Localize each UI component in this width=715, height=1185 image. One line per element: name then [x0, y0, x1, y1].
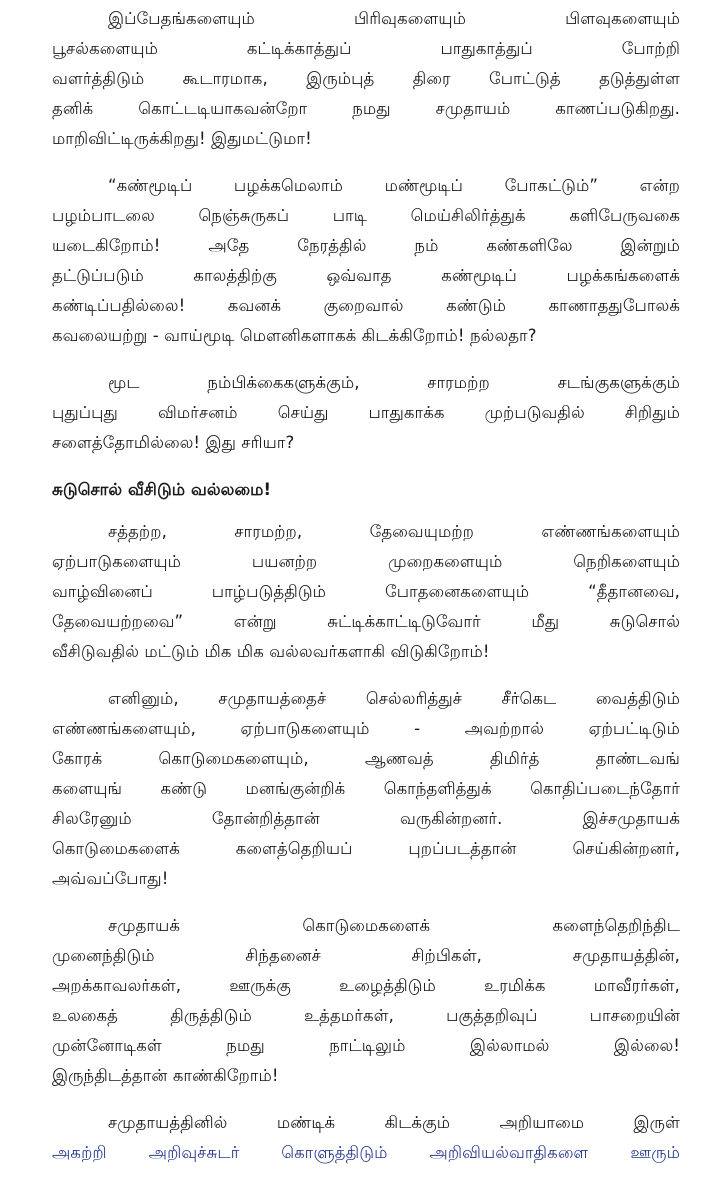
text-line: தனிக் கொட்டடியாகவன்றோ நமது சமுதாயம் காணப்படுகிறது. [52, 99, 680, 118]
text-line: கவலையற்று - வாய்மூடி மௌனிகளாகக் கிடக்கிறோம்! நல்லதா? [52, 326, 537, 345]
text-line: அறக்காவலர்கள், ஊருக்கு உழைத்திடும் உரமிக்க மாவீரர்கள், [52, 976, 680, 995]
paragraph-4 [52, 517, 680, 667]
text-line: எண்ணங்களையும், ஏற்பாடுகளையும் - அவற்றால் ஏற்பட்டிடும் [52, 719, 680, 738]
text-line: பழம்பாடலை நெஞ்சுருகப் பாடி மெய்சிலிர்த்துக் களிபேருவகை [52, 206, 680, 225]
text-line: வளர்த்திடும் கூடாரமாக, இரும்புத் திரை போட்டுத் தடுத்துள்ள [52, 69, 680, 88]
document-page [52, 4, 680, 1185]
text-line: முன்னோடிகள் நமது நாட்டிலும் இல்லாமல் இல்லை! [52, 1036, 680, 1055]
text-line: இப்பேதங்களையும் பிரிவுகளையும் பிளவுகளையும் [108, 9, 680, 28]
text-line: தேவையற்றவை” என்று சுட்டிக்காட்டிடுவோர் மீது சுடுசொல் [52, 612, 680, 631]
text-line: முனைந்திடும் சிந்தனைச் சிற்பிகள், சமுதாயத்தின், [52, 946, 680, 965]
paragraph-1 [52, 4, 680, 154]
text-line: களையுங் கண்டு மனங்குன்றிக் கொந்தளித்துக் கொதிப்படைந்தோர் [52, 779, 680, 798]
text-line: சிலரேனும் தோன்றித்தான் வருகின்றனர். இச்சமுதாயக் [52, 809, 680, 828]
text-line: தட்டுப்படும் காலத்திற்கு ஒவ்வாத கண்மூடிப் பழக்கங்களைக் [52, 266, 680, 285]
text-line: சத்தற்ற, சாரமற்ற, தேவையுமற்ற எண்ணங்களையும் [108, 522, 680, 541]
text-line: சமுதாயக் கொடுமைகளைக் களைந்தெறிந்திட [108, 916, 680, 935]
text-line: கண்டிப்பதில்லை! கவனக் குறைவால் கண்டும் காணாததுபோலக் [52, 296, 680, 315]
paragraph-5 [52, 684, 680, 894]
paragraph-2 [52, 171, 680, 351]
text-line: எனினும், சமுதாயத்தைச் செல்லரித்துச் சீர்கெட வைத்திடும் [108, 689, 680, 708]
text-line: மாறிவிட்டிருக்கிறது! இதுமட்டுமா! [52, 129, 312, 148]
text-line: ஏற்பாடுகளையும் பயனற்ற முறைகளையும் நெறிகளையும் [52, 552, 680, 571]
text-line: உலகைத் திருத்திடும் உத்தமர்கள், பகுத்தறிவுப் பாசறையின் [52, 1006, 680, 1025]
text-line: “கண்மூடிப் பழக்கமெலாம் மண்மூடிப் போகட்டும்” என்ற [108, 176, 680, 195]
text-line: இருந்திடத்தான் காண்கிறோம்! [52, 1066, 279, 1085]
text-line: யடைகிறோம்! அதே நேரத்தில் நம் கண்களிலே இன்றும் [52, 236, 680, 255]
text-line: கொடுமைகளைக் களைத்தெறியப் புறப்படத்தான் செய்கின்றனர், [52, 839, 680, 858]
text-line: வாழ்வினைப் பாழ்படுத்திடும் போதனைகளையும் “தீதானவை, [52, 582, 680, 601]
text-line: சளைத்தோமில்லை! இது சரியா? [52, 433, 295, 452]
text-line: மூட நம்பிக்கைகளுக்கும், சாரமற்ற சடங்குகளுக்கும் [108, 373, 680, 392]
text-line: அவ்வப்போது! [52, 869, 169, 888]
text-line: பூசல்களையும் கட்டிக்காத்துப் பாதுகாத்துப் போற்றி [52, 39, 680, 58]
text-line: சமுதாயத்தினில் மண்டிக் கிடக்கும் அறியாமை இருள் [108, 1113, 680, 1132]
paragraph-3 [52, 368, 680, 458]
text-line: கோரக் கொடுமைகளையும், ஆணவத் திமிர்த் தாண்டவங் [52, 749, 680, 768]
paragraph-6 [52, 911, 680, 1091]
text-line: புதுப்புது விமர்சனம் செய்து பாதுகாக்க முற்படுவதில் சிறிதும் [52, 403, 680, 422]
text-line: வீசிடுவதில் மட்டும் மிக மிக வல்லவர்களாகி விடுகிறோம்! [52, 642, 490, 661]
text-line: அகற்றி அறிவுச்சுடர் கொளுத்திடும் அறிவியல்வாதிகளை ஊரும் [52, 1143, 680, 1162]
paragraph-7 [52, 1108, 680, 1168]
section-heading: சுடுசொல் வீசிடும் வல்லமை! [52, 480, 272, 499]
